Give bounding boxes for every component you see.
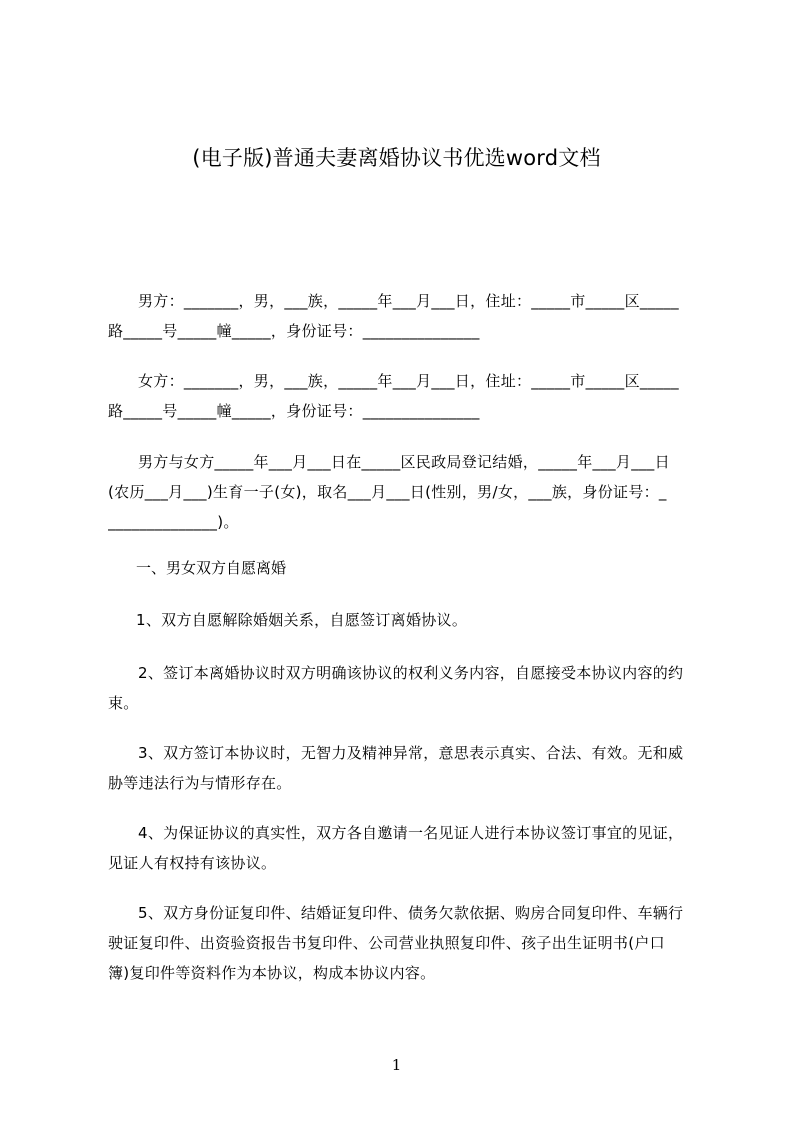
marriage-info [108, 447, 704, 537]
clause-item-4 [108, 818, 704, 878]
clause-4-line-2: 见证人有权持有该协议。 [108, 854, 277, 872]
female-party-line-1: 女方：_______，男，___族，_____年___月___日，住址：_____市_____区_____ [138, 372, 679, 390]
clause-1-line-1: 1、双方自愿解除婚姻关系，自愿签订离婚协议。 [136, 611, 468, 629]
marriage-line-3: ______________)。 [108, 513, 239, 531]
page-number: 1 [391, 1056, 402, 1074]
female-party-info [108, 366, 704, 426]
clause-5-line-3: 簿)复印件等资料作为本协议，构成本协议内容。 [108, 964, 436, 982]
female-party-line-2: 路_____号_____幢_____，身份证号：_______________ [108, 402, 480, 420]
clause-item-2 [108, 658, 704, 718]
document-title: (电子版)普通夫妻离婚协议书优选word文档 [192, 146, 601, 170]
clause-2-line-1: 2、签订本离婚协议时双方明确该协议的权利义务内容，自愿接受本协议内容的约 [138, 664, 684, 682]
clause-item-3 [108, 738, 704, 798]
clause-3-line-1: 3、双方签订本协议时，无智力及精神异常，意思表示真实、合法、有效。无和威 [138, 744, 684, 762]
section-heading: 一、男女双方自愿离婚 [136, 559, 287, 577]
clause-item-1 [108, 605, 704, 635]
marriage-line-1: 男方与女方_____年___月___日在_____区民政局登记结婚，_____年___月___日 [138, 453, 670, 471]
male-party-info [108, 286, 704, 346]
clause-item-5 [108, 898, 704, 988]
clause-3-line-2: 胁等违法行为与情形存在。 [108, 774, 292, 792]
clause-2-line-2: 束。 [108, 694, 139, 712]
clause-4-line-1: 4、为保证协议的真实性，双方各自邀请一名见证人进行本协议签订事宜的见证， [138, 824, 684, 842]
male-party-line-2: 路_____号_____幢_____，身份证号：_______________ [108, 322, 480, 340]
clause-5-line-2: 驶证复印件、出资验资报告书复印件、公司营业执照复印件、孩子出生证明书(户口 [108, 934, 665, 952]
marriage-line-2: (农历___月___)生育一子(女)，取名___月___日(性别，男/女，___族，身份证号：_ [108, 483, 667, 501]
male-party-line-1: 男方：_______，男，___族，_____年___月___日，住址：_____市_____区_____ [138, 292, 679, 310]
clause-5-line-1: 5、双方身份证复印件、结婚证复印件、债务欠款依据、购房合同复印件、车辆行 [138, 904, 684, 922]
